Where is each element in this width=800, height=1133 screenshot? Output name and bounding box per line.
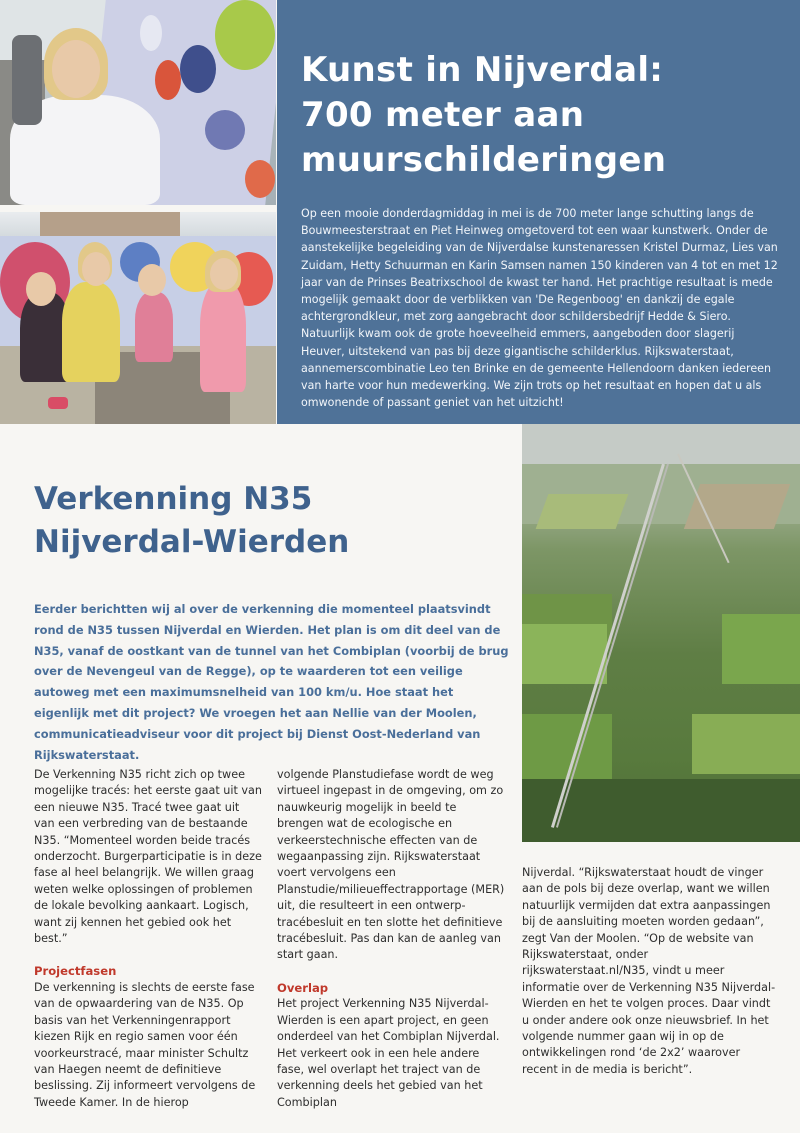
photo-aerial-n35-road — [522, 424, 800, 842]
column-1 — [34, 767, 262, 1111]
article2-title — [34, 478, 504, 564]
photo-children-at-mural — [0, 212, 276, 424]
paragraph: De verkenning is slechts de eerste fase van de opwaardering van de N35. Op basis van het Verkenningenrapport kiezen Rijk en regio samen voor één voorkeurstracé, maar minister Schultz van Haegen neemt de definitieve beslissing. Zij informeert vervolgens de Tweede Kamer. In de hierop — [34, 980, 256, 1109]
title2-line-1: Verkenning N35 — [34, 481, 313, 517]
subheading-projectfasen: Projectfasen — [34, 964, 117, 979]
column-2 — [277, 767, 505, 1111]
paragraph: Het project Verkenning N35 Nijverdal-Wierden is een apart project, en geen onderdeel van het Combiplan Nijverdal. Het verkeert ook in een hele andere fase, wel overlapt het traject van de verkenning deels het gebied van het Combiplan — [277, 997, 500, 1109]
article-intro: Op een mooie donderdagmiddag in mei is de 700 meter lange schutting langs de Bouwmeesterstraat en Piet Heinweg omgetoverd tot een waar kunstwerk. Onder de aanstekelijke begeleiding van de Nijverdalse kunstenaressen Kristel Durmaz, Lies van Zuidam, Hetty Schuurman en Karin Samsen namen 150 kinderen van 4 tot en met 12 jaar van de Prinses Beatrixschool de kwast ter hand. Het prachtige resultaat is mede mogelijk gemaakt door de verblikken van 'De Regenboog' en dankzij de egale achtergrondkleur, met zorg aangebracht door schildersbedrijf Hedde & Siero. Natuurlijk kwam ook de grote hoeveelheid emmers, aangeboden door slagerij Heuver, uitstekend van pas bij deze gigantische schilderklus. Rijkswaterstaat, aannemerscombinatie Leo ten Brinke en de gemeente Hellendoorn danken iedereen van harte voor hun medewerking. We zijn trots op het resultaat en hopen dat u als omwonende of passant geniet van het uitzicht! — [301, 207, 778, 410]
paragraph: Nijverdal. “Rijkswaterstaat houdt de vinger aan de pols bij deze overlap, want we willen natuurlijk vermijden dat extra aanpassingen bij de aansluiting moeten worden gedaan”, zegt Van der Moolen. “Op de website van Rijkswaterstaat, onder rijkswaterstaat.nl/N35, vindt u meer informatie over de Verkenning N35 Nijverdal-Wierden en het te volgen proces. Daar vindt u onder andere ook onze nieuwsbrief. In het volgende nummer gaan wij in op de ontwikkelingen rond ‘de 2x2’ waarover recent in de media is bericht”. — [522, 866, 776, 1076]
title2-line-2: Nijverdal-Wierden — [34, 524, 350, 560]
title-line-3: muurschilderingen — [301, 140, 667, 180]
paragraph: De Verkenning N35 richt zich op twee mogelijke tracés: het eerste gaat uit van een nieuwe N35. Tracé twee gaat uit van een verbreding van de bestaande N35. “Momenteel worden beide tracés onderzocht. Burgerparticipatie is in deze fase al heel belangrijk. We willen graag weten welke oplossingen of problemen de lokale bevolking aankaart. Logisch, want zij kennen het gebied ook het best.” — [34, 768, 262, 946]
title-line-1: Kunst in Nijverdal: — [301, 50, 664, 90]
column-3 — [522, 865, 778, 1078]
photo-girl-painting-mural — [0, 0, 276, 205]
title-line-2: 700 meter aan — [301, 95, 585, 135]
article2-lead: Eerder berichtten wij al over de verkenning die momenteel plaatsvindt rond de N35 tussen Nijverdal en Wierden. Het plan is om dit deel van de N35, vanaf de oostkant van de tunnel van het Combiplan (voorbij de brug over de Nevengeul van de Regge), op te waarderen tot een veilige autoweg met een maximumsnelheid van 100 km/u. Hoe staat het eigenlijk met dit project? We vroegen het aan Nellie van der Moolen, communicatieadviseur voor dit project bij Dienst Oost-Nederland van Rijkswaterstaat. — [34, 602, 509, 762]
article-title — [301, 48, 781, 183]
subheading-overlap: Overlap — [277, 980, 329, 995]
paragraph: volgende Planstudiefase wordt de weg virtueel ingepast in de omgeving, om zo nauwkeurig mogelijk in beeld te brengen wat de ecologische en verkeerstechnische effecten van de wegaanpassing zijn. Rijkswaterstaat voert vervolgens een Planstudie/milieueffectrapportage (MER) uit, die resulteert in een ontwerp-tracébesluit en ten slotte het definitieve tracébesluit. Pas dan kan de aanleg van start gaan. — [277, 768, 505, 962]
article-kunst-panel — [277, 0, 800, 424]
